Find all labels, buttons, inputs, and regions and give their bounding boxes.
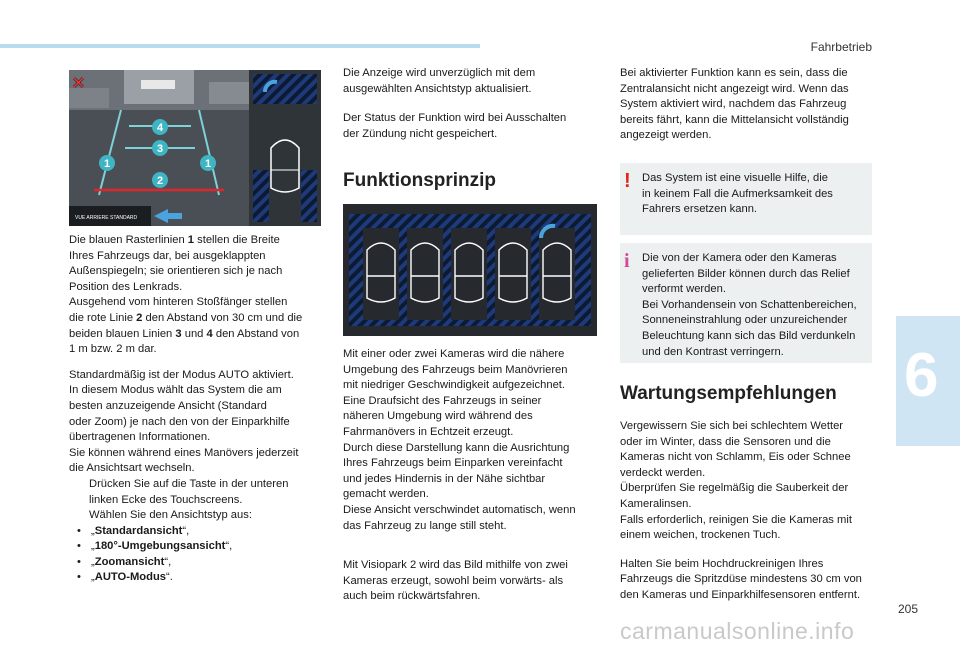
text-line: Die Anzeige wird unverzüglich mit dem (343, 67, 536, 79)
text-line: Das System ist eine visuelle Hilfe, die (642, 172, 828, 184)
update-paragraph (343, 66, 603, 97)
text-line: Falls erforderlich, reinigen Sie die Kameras mit (620, 513, 852, 526)
text-line: Ihres Fahrzeugs dar, bei ausgeklappten (69, 249, 266, 262)
text-line: Umgebung des Fahrzeugs beim Manövrieren (343, 363, 568, 376)
info-box (620, 243, 872, 363)
line-number: 4 (206, 327, 213, 340)
text-line: Vergewissern Sie sich bei schlechtem Wetter (620, 420, 844, 432)
status-paragraph (343, 111, 603, 142)
text-line: oder Zoom) je nach den von der Einparkhilfe (69, 415, 290, 428)
text-line: in keinem Fall die Aufmerksamkeit des (642, 187, 833, 200)
heading-funktionsprinzip: Funktionsprinzip (343, 170, 497, 191)
header-accent-bar (0, 44, 480, 48)
watermark: carmanualsonline.info (620, 618, 855, 644)
text-line: Standardmäßig ist der Modus AUTO aktiviert. (69, 368, 294, 381)
line-number: 1 (187, 234, 195, 246)
view-type-item: • „AUTO-Modus“. (69, 570, 327, 586)
step-item (69, 477, 327, 508)
text-line: Kameras erzeugt, sowohl beim vorwärts- als (343, 574, 564, 587)
view-type-name: AUTO-Modus (94, 571, 166, 584)
text-line: Durch diese Darstellung kann die Ausrichtung (343, 441, 570, 454)
text-line: Bei aktivierter Funktion kann es sein, dass die (620, 67, 848, 79)
text-line: gelieferten Bilder können durch das Relief (642, 267, 850, 280)
text-line: angezeigt werden. (620, 129, 712, 142)
heading-wartungsempfehlungen: Wartungsempfehlungen (620, 383, 837, 404)
view-type-name: Standardansicht (94, 524, 183, 537)
text-line: Kameras nicht von Schlamm, Eis oder Schnee (620, 451, 851, 464)
right-body (620, 419, 884, 614)
text-line: Sie können während eines Manövers jederzeit (69, 446, 299, 459)
view-type-name: 180°-Umgebungsansicht (94, 540, 226, 553)
text-line: Fahrmanövers in Echtzeit erzeugt. (343, 425, 514, 438)
text-line: Der Status der Funktion wird bei Ausschalten (343, 112, 567, 125)
text-line: auch beim rückwärtsfahren. (343, 590, 481, 603)
text-line: verformt werden. (642, 283, 726, 296)
text-line: übertragenen Informationen. (69, 431, 211, 444)
warning-text (642, 171, 866, 218)
text-line: In diesem Modus wählt das System die am (69, 384, 282, 397)
text-line: Mit einer oder zwei Kameras wird die nähere (343, 348, 565, 360)
warning-box (620, 163, 872, 235)
text-line: Bei Vorhandensein von Schattenbereichen, (642, 298, 857, 311)
text-line: bereits fährt, kann die Mittelansicht vollständig (620, 113, 849, 126)
top-view-image (343, 204, 597, 336)
text-line: Überprüfen Sie regelmäßig die Sauberkeit der (620, 482, 849, 495)
text-line: Fahrzeugs die Spritzdüse mindestens 30 cm von (620, 573, 862, 586)
text-line: den Kameras und Einparkhilfesensoren entfernt. (620, 588, 861, 601)
middle-intro (343, 66, 603, 152)
text-line: Fahrers ersetzen kann. (642, 203, 758, 216)
view-type-item: • „Zoomansicht“, (69, 555, 327, 571)
middle-body (343, 347, 605, 615)
text-line: und (181, 327, 207, 340)
grid-line-label: 1 (103, 158, 111, 170)
text-line: System aktiviert wird, nachdem das Fahrzeug (620, 98, 847, 111)
text-line: Die von der Kamera oder den Kameras (642, 252, 837, 264)
line-number: 2 (136, 311, 143, 324)
text-line: der Zündung nicht gespeichert. (343, 127, 498, 140)
grid-line-label: 4 (156, 122, 164, 134)
text-line: Zentralansicht nicht angezeigt wird. Wenn das (620, 82, 849, 95)
right-intro (620, 66, 882, 144)
rear-camera-image (69, 70, 321, 226)
text-line: linken Ecke des Touchscreens. (89, 493, 243, 506)
info-icon: i (624, 250, 630, 272)
grid-line-label: 2 (156, 175, 164, 187)
text-line: Beleuchtung kann sich das Bild verdunkeln (642, 329, 856, 342)
text-line: einem weichen, trockenen Tuch. (620, 529, 781, 542)
left-column (69, 233, 327, 586)
text-line: Die blauen Rasterlinien (69, 234, 188, 246)
view-type-item: • „Standardansicht“, (69, 524, 327, 540)
text-line: Ihres Fahrzeugs beim Einparken vereinfacht (343, 457, 563, 470)
rear-camera-illustration (69, 70, 321, 226)
principle-paragraph (343, 347, 605, 534)
text-line: Kameralinsen. (620, 497, 692, 510)
text-line: Drücken Sie auf die Taste in der unteren (89, 477, 289, 490)
view-type-item: • „180°-Umgebungsansicht“, (69, 539, 327, 555)
chapter-number: 6 (904, 341, 939, 410)
text-line: mit niedriger Geschwindigkeit aufgezeichnet. (343, 379, 566, 392)
text-line: die rote Linie (69, 311, 137, 324)
text-line: Mit Visiopark 2 wird das Bild mithilfe von zwei (343, 559, 568, 572)
text-line: stellen die Breite (194, 234, 280, 246)
pressure-washer-paragraph (620, 557, 884, 604)
visiopark-paragraph (343, 558, 605, 605)
warning-icon: ! (624, 170, 631, 192)
text-line: beiden blauen Linien (69, 327, 176, 340)
text-line: das Fahrzeug zu lange still steht. (343, 519, 507, 532)
text-line: besten anzuzeigende Ansicht (Standard (69, 399, 267, 412)
text-line: verdeckt werden. (620, 466, 706, 479)
text-line: und den Kontrast verringern. (642, 345, 784, 358)
grid-line-label: 1 (204, 158, 212, 170)
text-line: Sonneneinstrahlung oder unzureichender (642, 314, 848, 327)
text-line: und jedes Hindernis in der Nähe sichtbar (343, 472, 546, 485)
top-view-illustration (343, 204, 597, 336)
step-list (69, 477, 327, 586)
step-item (69, 508, 327, 586)
section-title: Fahrbetrieb (810, 40, 872, 54)
view-mode-label: VUE ARRIERE STANDARD (75, 215, 138, 221)
text-line: näheren Umgebung wird während des (343, 410, 533, 423)
auto-mode-paragraph (69, 368, 327, 477)
text-line: gemacht werden. (343, 488, 429, 501)
maintenance-paragraph (620, 419, 884, 544)
text-line: die Ansichtsart wechseln. (69, 462, 195, 475)
text-line: ausgewählten Ansichtstyp aktualisiert. (343, 82, 532, 95)
grid-lines-paragraph (69, 233, 327, 358)
view-type-name: Zoomansicht (94, 555, 165, 568)
text-line: 1 m bzw. 2 m dar. (69, 343, 157, 356)
page-number: 205 (898, 602, 919, 616)
info-text (642, 251, 866, 360)
text-line: Ausgehend vom hinteren Stoßfänger stellen (69, 296, 288, 309)
text-line: Wählen Sie den Ansichtstyp aus: (89, 509, 252, 522)
grid-line-label: 3 (156, 143, 164, 155)
text-line: Außenspiegeln; sie orientieren sich je nach (69, 265, 283, 278)
text-line: Halten Sie beim Hochdruckreinigen Ihres (620, 557, 824, 570)
text-line: oder im Winter, dass die Sensoren und die (620, 435, 831, 448)
view-type-list (69, 524, 327, 586)
text-line: Eine Draufsicht des Fahrzeugs in seiner (343, 394, 542, 407)
line-number: 3 (175, 327, 182, 340)
text-line: den Abstand von 30 cm und die (142, 311, 303, 324)
text-line: Position des Lenkrads. (69, 280, 183, 293)
text-line: Diese Ansicht verschwindet automatisch, wenn (343, 503, 576, 516)
text-line: den Abstand von (212, 327, 300, 340)
